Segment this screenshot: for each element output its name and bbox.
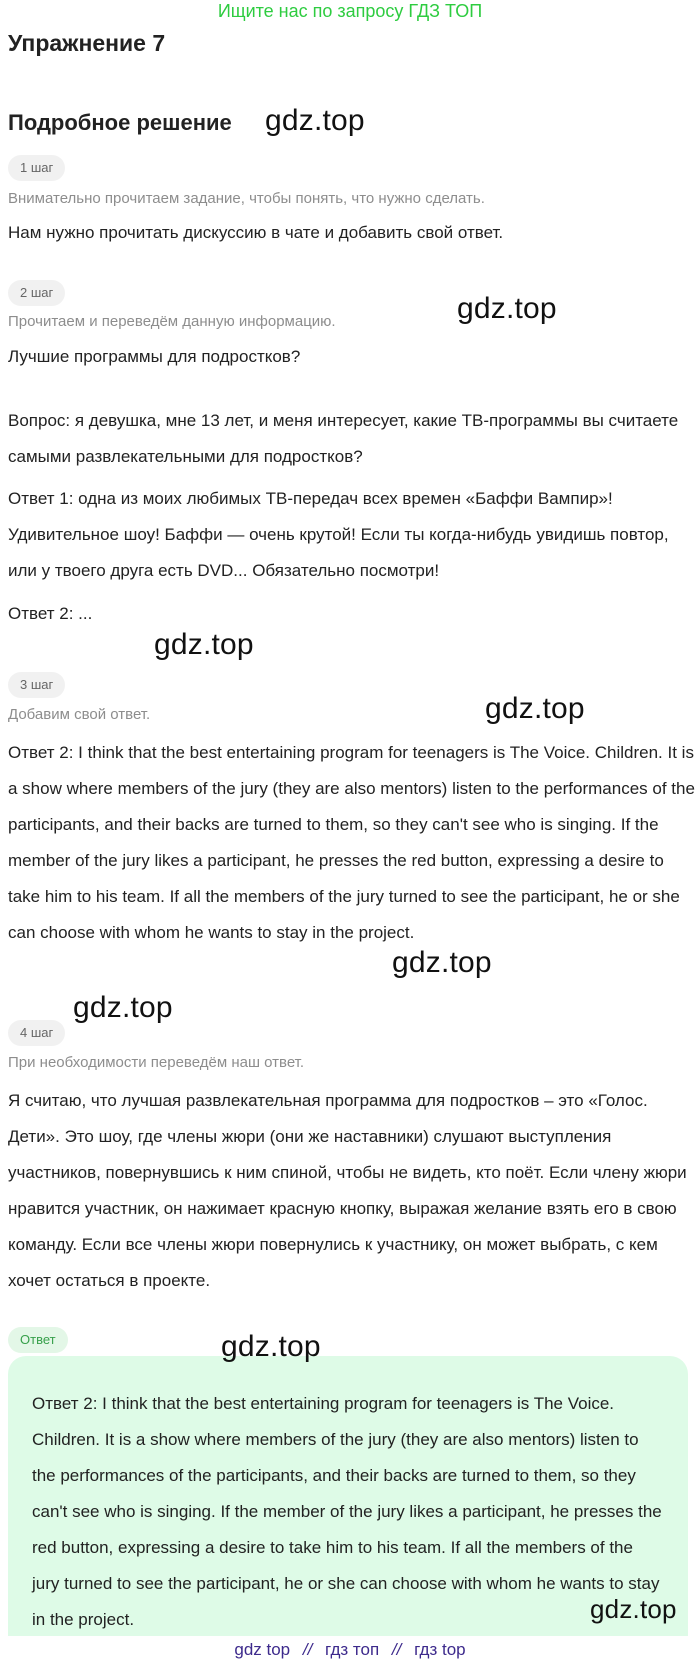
step-2-paragraph-4: Ответ 2: ... [8,604,93,623]
footer-link-gdz-top-mixed[interactable]: гдз top [414,1640,466,1659]
footer-links [0,1636,700,1663]
watermark: gdz.top [265,104,365,137]
step-3-paragraph: Ответ 2: I think that the best entertaining program for teenagers is The Voice. Children. It is a show where members of the jury (they are also mentors) listen to the performances of the participants, and their backs are turned to them, so they can't see who is singing. If the member of the jury likes a participant, he presses the red button, expressing a desire to take him to his team. If all the members of the jury turned to see the participant, he or she can choose with whom he wants to stay in the project. [8,743,695,942]
watermark: gdz.top [221,1330,321,1363]
step-4-paragraph: Я считаю, что лучшая развлекательная программа для подростков – это «Голос. Дети». Это шоу, где члены жюри (они же наставники) слушают выступления участников, повернувшись к ним спиной, чтобы не видеть, кто поёт. Если члену жюри нравится участник, он нажимает красную кнопку, выражая желание взять его в свою команду. Если все члены жюри повернулись к участнику, он может выбрать, с кем хочет остаться в проекте. [8,1091,687,1290]
footer-link-gdz-top-ru[interactable]: гдз топ [325,1640,380,1659]
step-2-paragraph-1: Лучшие программы для подростков? [8,347,301,366]
watermark: gdz.top [392,946,492,979]
page-title: Упражнение 7 [8,30,166,56]
step-badge-1: 1 шаг [8,155,65,181]
watermark: gdz.top [485,692,585,725]
footer-separator: // [302,1640,313,1659]
step-badge-3: 3 шаг [8,672,65,698]
answer-badge: Ответ [8,1327,68,1353]
step-note-1: Внимательно прочитаем задание, чтобы понять, что нужно сделать. [8,190,485,207]
watermark: gdz.top [457,292,557,325]
step-badge-2: 2 шаг [8,280,65,306]
answer-text: Ответ 2: I think that the best entertaining program for teenagers is The Voice. Children. It is a show where members of the jury (they are also mentors) listen to the performances of the participants, and their backs are turned to them, so they can't see who is singing. If the member of the jury likes a participant, he presses the red button, expressing a desire to take him to his team. If all the members of the jury turned to see the participant, he or she can choose with whom he wants to stay in the project. [32,1394,662,1629]
watermark: gdz.top [154,628,254,661]
search-banner: Ищите нас по запросу ГДЗ ТОП [217,1,483,21]
step-note-2: Прочитаем и переведём данную информацию. [8,313,336,330]
section-title: Подробное решение [8,110,232,135]
watermark: gdz.top [590,1594,677,1624]
footer-separator: // [391,1640,402,1659]
watermark: gdz.top [73,991,173,1024]
step-2-paragraph-3: Ответ 1: одна из моих любимых ТВ-передач всех времен «Баффи Вампир»! Удивительное шоу! Баффи — очень крутой! Если ты когда-нибудь увидишь повтор, или у твоего друга есть DVD... Обязательно посмотри! [8,489,669,580]
step-note-3: Добавим свой ответ. [8,706,151,723]
step-2-paragraph-2: Вопрос: я девушка, мне 13 лет, и меня интересует, какие ТВ-программы вы считаете самыми развлекательными для подростков? [8,411,679,466]
step-1-paragraph: Нам нужно прочитать дискуссию в чате и добавить свой ответ. [8,223,504,242]
answer-box [8,1356,688,1636]
step-note-4: При необходимости переведём наш ответ. [8,1054,305,1071]
step-badge-4: 4 шаг [8,1020,65,1046]
footer-link-gdz-top[interactable]: gdz top [234,1640,291,1659]
